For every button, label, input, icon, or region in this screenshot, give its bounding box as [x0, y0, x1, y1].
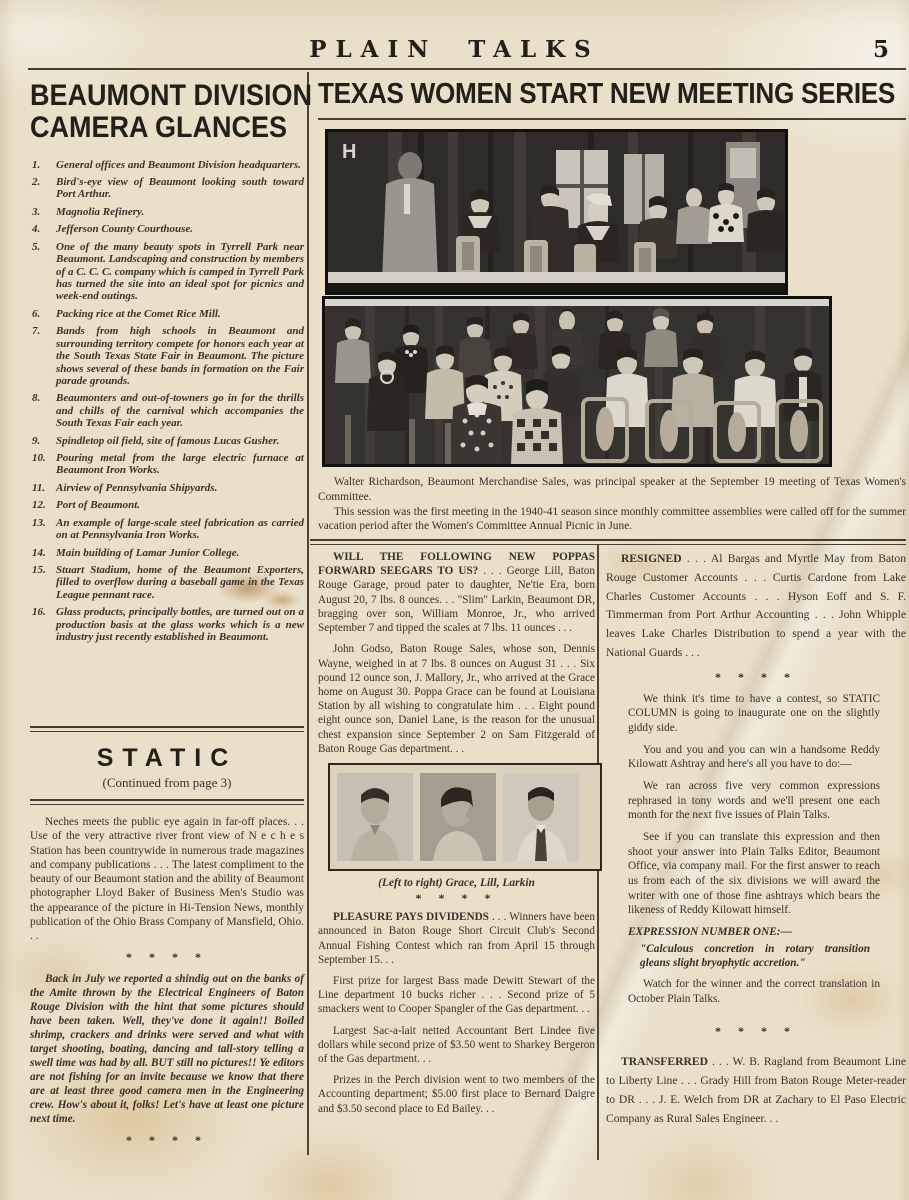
feature-article [318, 78, 906, 534]
list-item: 14. Main building of Lamar Junior College. [32, 546, 240, 559]
stars-separator: * * * * [715, 1024, 797, 1039]
contest-paragraph: We think it's time to have a contest, so STATIC COLUMN is going to inaugurate one on the slightly giddy side. [628, 692, 880, 735]
masthead-title: PLAIN TALKS [309, 36, 600, 63]
static-title: STATIC [96, 744, 238, 772]
stars-separator: * * * * [715, 669, 797, 684]
women-group-photo [322, 296, 832, 467]
expression-label: EXPRESSION NUMBER ONE:— [628, 926, 792, 939]
list-item: 10. Pouring metal from the large electric furnace at Beaumont Iron Works. [32, 452, 304, 477]
static-paragraph: Neches meets the public eye again in far-off places. . . Use of the very attractive river front view of N e c h e s Station has been countrywide in numerous trade magazines and company publications . . . The latest compliment to the beauty of our Beaumont station and the ability of Beaumont photographer Lloyd Baker of Business Men's Studio was the appearance of the picture in Hi-Tension News, monthly publication of the Ohio Brass Company of Mansfield, Ohio. . . [30, 816, 304, 942]
resigned-paragraph: RESIGNED . . . Al Bargas and Myrtle May from Baton Rouge Customer Accounts . . . Curtis Cardone from Lake Charles Customer Accounts . . . Hyson Eoff and S. F. Timmerman from Port Arthur Accounting . . . John Whipple leaves Lake Charles Distribution to spend a year with the National Guards . . . [606, 552, 906, 659]
portraits-illustration [337, 773, 579, 861]
column-divider-left [307, 72, 309, 1155]
list-item: 9. Spindletop oil field, site of famous Lucas Gusher. [32, 434, 280, 447]
camera-glances-section [30, 79, 313, 649]
list-item: 8. Beaumonters and out-of-towners go in for the thrills and chills of the carnival which accompanies the South Texas Fair each year. [32, 392, 304, 430]
photo-caption: (Left to right) Grace, Lill, Larkin [378, 877, 535, 890]
svg-text:H: H [342, 141, 357, 163]
list-item: 11. Airview of Pennsylvania Shipyards. [32, 481, 218, 494]
camera-glances-list [30, 159, 304, 644]
list-item: 12. Port of Beaumont. [32, 499, 141, 512]
list-item: 1. General offices and Beaumont Division headquarters. [32, 158, 301, 171]
stars-separator: * * * * [126, 1133, 208, 1148]
contest-paragraph: See if you can translate this expression and then shoot your answer into Plain Talks Editor, Beaumont Office, via company mail. For the first answer to reach us from each of the six divisions we will award the writer with one of those fine ashtrays which bears the likeness of Reddy Kilowatt himself. [628, 831, 880, 917]
middle-column [318, 550, 595, 1123]
pleasure-paragraph: PLEASURE PAYS DIVIDENDS . . . Winners have been announced in Baton Rouge Short Circuit Club's Second Annual Fishing Contest which ran from April 15 through September 15. . . [318, 911, 595, 966]
list-item: 16. Glass products, principally bottles, are turned out on a production basis at the glass works which is a new industry just recently established in Beaumont. [32, 606, 304, 644]
caption-paragraph: Walter Richardson, Beaumont Merchandise Sales, was principal speaker at the September 19 meeting of Texas Women's Committee. [318, 476, 906, 503]
right-column [606, 550, 906, 1136]
section-divider [30, 726, 304, 732]
stars-separator: * * * * [415, 891, 498, 906]
header-rule [28, 68, 906, 70]
feature-caption [318, 475, 906, 534]
list-item: 6. Packing rice at the Comet Rice Mill. [32, 307, 221, 320]
pleasure-paragraph: Prizes in the Perch division went to two members of the Accounting department; $5.00 first place to Bernard Daigre and $3.50 second place to Ed Bailey. . . [318, 1074, 595, 1115]
pleasure-paragraph: Largest Sac-a-lait netted Accountant Bert Lindee five dollars while second prize of $3.50 went to Sharkey Bergeron of the Gas department. . . [318, 1024, 595, 1066]
list-item: 7. Bands from high schools in Beaumont and surrounding territory compete for honors each year at the South Texas State Fair in Beaumont. The picture shows several of these bands in formation on the Fair parade grounds. [32, 325, 304, 387]
contest-paragraph: We ran across five very common expressions rephrased in tony words and we'll present one each month for the next five issues of Plain Talks. [628, 780, 880, 822]
headline-rule [318, 118, 906, 120]
caption-paragraph: This session was the first meeting in the 1940-41 season since monthly committee assemblies were called off for the summer vacation period after the Women's Committee Annual Picnic in June. [318, 505, 906, 533]
camera-glances-title: BEAUMONT DIVISION CAMERA GLANCES [30, 79, 313, 144]
static-section [30, 726, 304, 1155]
list-item: 4. Jefferson County Courthouse. [32, 223, 194, 236]
expression-quote: "Calculous concretion in rotary transition gleans slight bryophytic accretion." [640, 942, 870, 970]
list-item: 15. Stuart Stadium, home of the Beaumont Exporters, filled to overflow during a baseball game in the Texas League pennant race. [32, 563, 304, 601]
contest-block [606, 692, 906, 1007]
static-paragraph: Back in July we reported a shindig out on the banks of the Amite thrown by the Electrical Engineers of Baton Rouge Division with the hint that some pictures should have been taken. Well, they've done it again!! Boiled shrimp, crackers and drinks were served and what with target shooting, boating, dancing and tall-story telling a swell time was had by all. BUT still no pictures!! Ye editors are not fishing for an invite because we know that there are at least three good camera men in the Engineering crew. How's about it, folks! Let's have at least one picture next time. [30, 973, 304, 1126]
list-item: 5. One of the many beauty spots in Tyrrell Park near Beaumont. Landscaping and construction by members of a C. C. C. company which is camped in Tyrrell Park has turned the site into an ideal spot for picnics and week-end outings. [32, 240, 304, 303]
section-divider [30, 799, 304, 805]
poppas-paragraph: John Godso, Baton Rouge Sales, whose son, Dennis Wayne, weighed in at 7 lbs. 8 ounces on August 31 . . . Six pound 12 ounce son, J. Mallory, Jr., who arrived at the Grace home on August 30. Poppa Grace can be found at Louisiana Station by all wishing to congratulate him . . . Eight pound eight ounce son, Daniel Lane, is the reason for the unusual chest expansion since September 2 on Sam Fitzgerald of Baton Rouge Gas department. . . [318, 643, 595, 755]
feature-headline: TEXAS WOMEN START NEW MEETING SERIES [318, 78, 896, 110]
static-subtitle: (Continued from page 3) [102, 775, 232, 790]
list-item: 2. Bird's-eye view of Beaumont looking south toward Port Arthur. [32, 176, 304, 201]
list-item: 3. Magnolia Refinery. [32, 205, 145, 218]
meeting-speaker-photo [325, 129, 788, 295]
transferred-paragraph: TRANSFERRED . . . W. B. Ragland from Beaumont Line to Liberty Line . . . Grady Hill from Baton Rouge Meter-reader to DR . . . J. E. Welch from DR at Zachary to El Paso Electric Company as Rural Sales Engineer. . . [606, 1055, 906, 1125]
stars-separator: * * * * [126, 950, 208, 965]
page-number: 5 [872, 36, 889, 63]
three-portraits-photo [328, 763, 602, 871]
poppas-paragraph: WILL THE FOLLOWING NEW POPPAS FORWARD SEEGARS TO US? . . . George Lill, Baton Rouge Garage, proud pater to daughter, Ne'tie Era, born August 20, 7 lbs. 8 ounces. . . "Slim" Larkin, Beaumont DR, bragging over son, William Monroe, Jr., who arrived September 7 and tipped the scales at 7 lbs. 11 ounces . . . [318, 551, 595, 635]
pleasure-paragraph: First prize for largest Bass made Dewitt Stewart of the Line department 10 bucks richer . . . Second prize of 5 smackers went to Cooper Spangler of the Gas department. . . [318, 974, 595, 1016]
contest-paragraph: You and you and you can win a handsome Reddy Kilowatt Ashtray and here's all you have to do:— [628, 743, 880, 771]
list-item: 13. An example of large-scale steel fabrication as carried on at Pennsylvania Iron Works. [32, 516, 304, 542]
watch-paragraph: Watch for the winner and the correct translation in October Plain Talks. [628, 978, 880, 1005]
section-divider [310, 539, 906, 545]
